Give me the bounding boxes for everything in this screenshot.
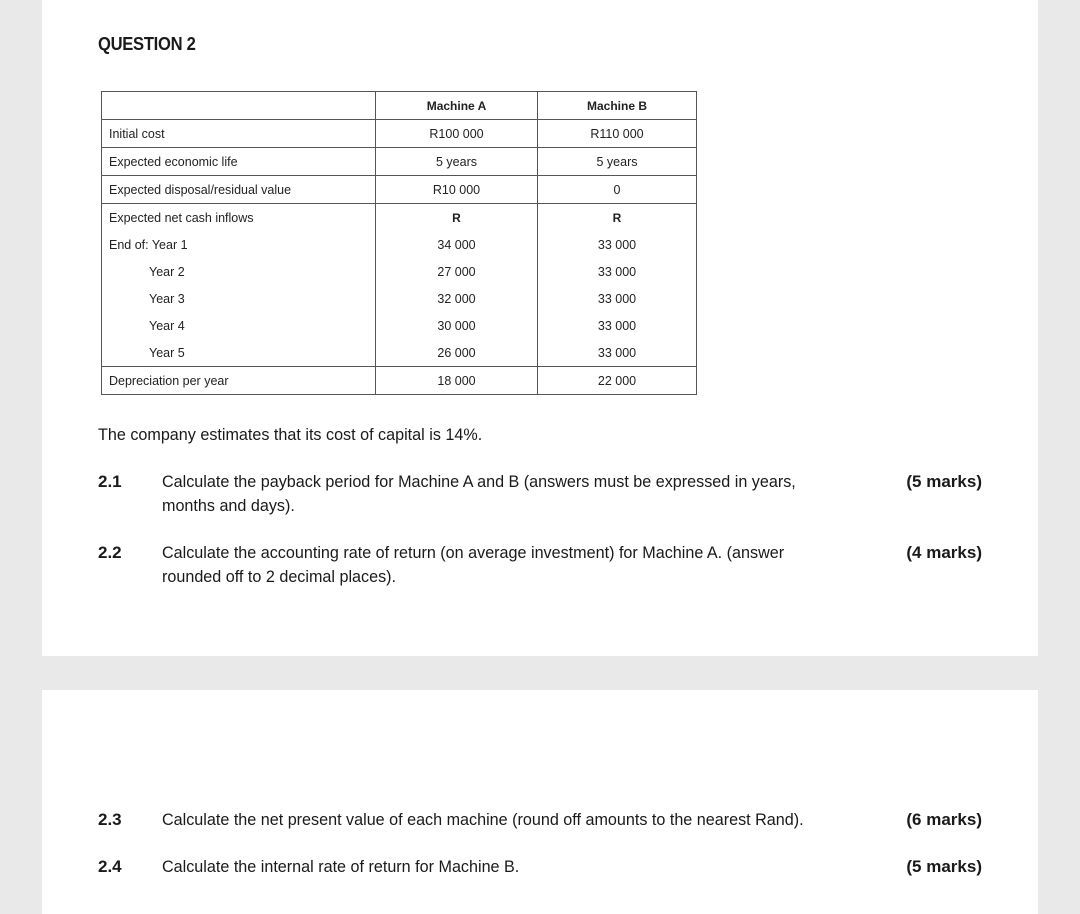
table-row xyxy=(102,367,697,395)
machine-b-value: 5 years xyxy=(538,148,697,176)
question-marks: (6 marks) xyxy=(906,810,982,829)
machine-a-value: R xyxy=(376,204,538,232)
question-text: Calculate the payback period for Machine A and B (answers must be expressed in years, months and days). xyxy=(162,472,796,515)
table-row xyxy=(102,339,697,367)
row-label: Year 4 xyxy=(102,312,376,339)
question-marks: (4 marks) xyxy=(906,543,982,562)
machine-a-value: R100 000 xyxy=(376,120,538,148)
header-blank-cell xyxy=(102,92,376,120)
row-label: Year 2 xyxy=(102,258,376,285)
row-label: Expected economic life xyxy=(102,148,376,176)
table-row xyxy=(102,120,697,148)
header-machine-b: Machine B xyxy=(538,92,697,120)
machine-b-value: R xyxy=(538,204,697,232)
question-title: QUESTION 2 xyxy=(98,34,196,54)
machine-comparison-table xyxy=(101,91,697,395)
machine-b-value: 33 000 xyxy=(538,312,697,339)
question-text: Calculate the net present value of each machine (round off amounts to the nearest Rand). xyxy=(162,810,804,829)
table-row xyxy=(102,312,697,339)
row-label: Expected disposal/residual value xyxy=(102,176,376,204)
row-label: Year 3 xyxy=(102,285,376,312)
machine-b-value: 33 000 xyxy=(538,258,697,285)
row-label: Initial cost xyxy=(102,120,376,148)
document-page-1 xyxy=(42,0,1038,656)
question-number: 2.1 xyxy=(98,472,122,491)
table-header-row xyxy=(102,92,697,120)
machine-b-value: 33 000 xyxy=(538,231,697,258)
row-label: Expected net cash inflows xyxy=(102,204,376,232)
question-marks: (5 marks) xyxy=(906,857,982,876)
machine-b-value: R110 000 xyxy=(538,120,697,148)
question-number: 2.4 xyxy=(98,857,122,876)
machine-a-value: 26 000 xyxy=(376,339,538,367)
table-row xyxy=(102,231,697,258)
machine-a-value: 27 000 xyxy=(376,258,538,285)
machine-a-value: 32 000 xyxy=(376,285,538,312)
machine-b-value: 33 000 xyxy=(538,339,697,367)
machine-a-value: 30 000 xyxy=(376,312,538,339)
document-page-2 xyxy=(42,690,1038,914)
row-label: Depreciation per year xyxy=(102,367,376,395)
table-row xyxy=(102,285,697,312)
question-text: Calculate the internal rate of return for Machine B. xyxy=(162,857,520,876)
row-label: End of: Year 1 xyxy=(102,231,376,258)
header-machine-a: Machine A xyxy=(376,92,538,120)
table-row xyxy=(102,148,697,176)
row-label: Year 5 xyxy=(102,339,376,367)
question-marks: (5 marks) xyxy=(906,472,982,491)
question-number: 2.2 xyxy=(98,543,122,562)
machine-a-value: 18 000 xyxy=(376,367,538,395)
machine-a-value: 34 000 xyxy=(376,231,538,258)
machine-a-value: R10 000 xyxy=(376,176,538,204)
table-row xyxy=(102,204,697,232)
table-row xyxy=(102,258,697,285)
table-row xyxy=(102,176,697,204)
intro-text: The company estimates that its cost of capital is 14%. xyxy=(98,425,483,444)
question-text: Calculate the accounting rate of return (on average investment) for Machine A. (answer rounded off to 2 decimal places). xyxy=(162,543,785,586)
machine-a-value: 5 years xyxy=(376,148,538,176)
machine-b-value: 33 000 xyxy=(538,285,697,312)
machine-b-value: 22 000 xyxy=(538,367,697,395)
machine-b-value: 0 xyxy=(538,176,697,204)
question-number: 2.3 xyxy=(98,810,122,829)
